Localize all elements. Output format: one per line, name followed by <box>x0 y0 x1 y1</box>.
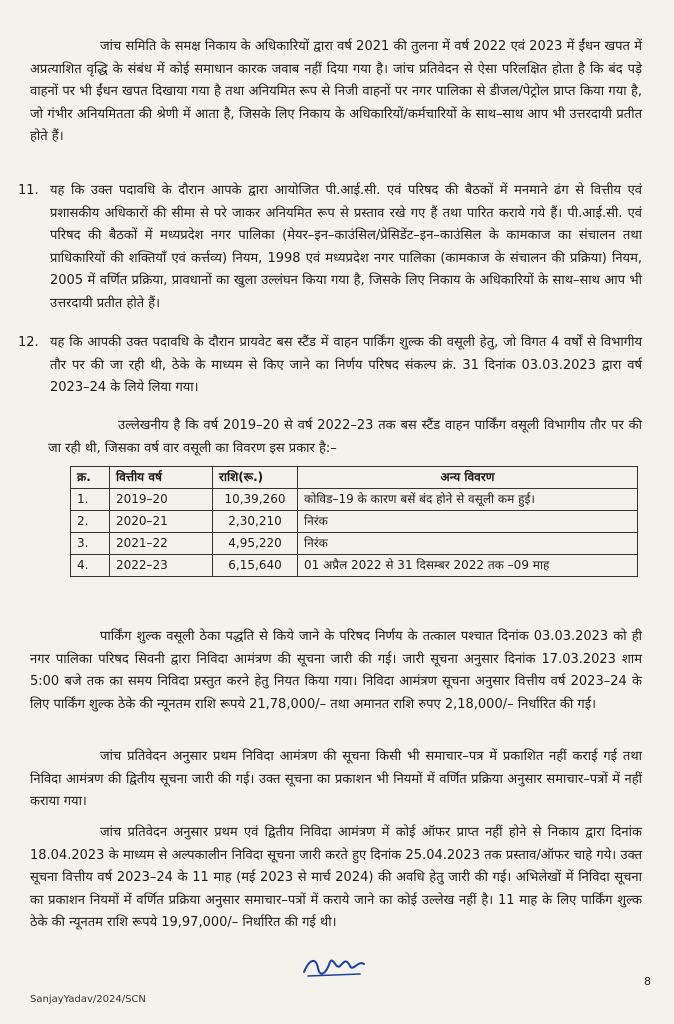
cell-remarks: निरंक <box>298 511 638 533</box>
cell-serial: 2. <box>71 511 110 533</box>
cell-amount: 2,30,210 <box>213 511 298 533</box>
cell-year: 2022–23 <box>110 555 213 577</box>
table-row <box>71 489 638 511</box>
table-row <box>71 533 638 555</box>
parking-collection-table <box>70 466 638 577</box>
document-reference: SanjayYadav/2024/SCN <box>30 994 146 1005</box>
cell-serial: 3. <box>71 533 110 555</box>
cell-amount: 10,39,260 <box>213 489 298 511</box>
item-text: यह कि उक्त पदावधि के दौरान आपके द्वारा आयोजित पी.आई.सी. एवं परिषद की बैठकों में मनमाने ढंग से वित्तीय एवं प्रशासकीय अधिकारों की सीमा से परे जाकर अनियमित रूप से प्रस्ताव रखे गए हैं तथा पारित कराये गये हैं। पी.आई.सी. एवं परिषद की बैठकों में मध्यप्रदेश नगर पालिका (मेयर–इन–काउंसिल/प्रेसिडेंट–इन–काउंसिल के कामकाज का संचालन तथा प्राधिकारियों की शक्तियाँ एवं कर्त्तव्य) नियम, 1998 एवं मध्यप्रदेश नगर पालिका (कामकाज के संचालन की प्रक्रिया) नियम, 2005 में वर्णित प्रक्रिया, प्रावधानों का खुला उल्लंघन किया गया है, जिसके लिए निकाय के अधिकारियों के साथ–साथ आप भी उत्तरदायी प्रतीत होते हैं। <box>50 183 642 311</box>
paragraph-inquiry-report-2: जांच प्रतिवेदन अनुसार प्रथम एवं द्वितीय निविदा आमंत्रण में कोई ऑफर प्राप्त नहीं होने से निकाय द्वारा दिनांक 18.04.2023 के माध्यम से अल्पकालीन निविदा सूचना जारी करते हुए दिनांक 25.04.2023 तक प्रस्ताव/ऑफर चाहे गये। उक्त सूचना वित्तीय वर्ष 2023–24 के 11 माह (मई 2023 से मार्च 2024) की अवधि हेतु जारी की गई। अभिलेखों में निविदा सूचना का प्रकाशन नियमों में वर्णित प्रक्रिया अनुसार समाचार–पत्रों में कराये जाने का कोई उल्लेख नहीं है। 11 माह के लिए पार्किंग शुल्क ठेके की न्यूनतम राशि रूपये 19,97,000/– निर्धारित की गई थी। <box>30 825 642 931</box>
paragraph-parking-tender: पार्किंग शुल्क वसूली ठेका पद्धति से किये जाने के परिषद निर्णय के तत्काल पश्चात दिनांक 03.03.2023 को ही नगर पालिका परिषद सिवनी द्वारा निविदा आमंत्रण की सूचना जारी की गई। जारी सूचना अनुसार दिनांक 17.03.2023 शाम 5:00 बजे तक का समय निविदा प्रस्तुत करने हेतु नियत किया गया। निविदा आमंत्रण सूचना अनुसार वित्तीय वर्ष 2023–24 के लिए पार्किंग शुल्क ठेके की न्यूनतम राशि रूपये 21,78,000/– तथा अमानत राशि रुपए 2,18,000/– निर्धारित की गई। <box>30 629 642 712</box>
item-number: 12. <box>18 335 39 350</box>
header-cell: क्र. <box>71 467 110 489</box>
paragraph-inquiry-report-1: जांच प्रतिवेदन अनुसार प्रथम निविदा आमंत्रण की सूचना किसी भी समाचार–पत्र में प्रकाशित नहीं कराई गई तथा निविदा आमंत्रण की द्वितीय सूचना जारी की गई। उक्त सूचना का प्रकाशन भी नियमों में वर्णित प्रक्रिया अनुसार समाचार–पत्रों में नहीं कराया गया। <box>30 749 642 810</box>
cell-remarks: 01 अप्रैल 2022 से 31 दिसम्बर 2022 तक –09 माह <box>298 555 638 577</box>
cell-year: 2019–20 <box>110 489 213 511</box>
item-text: यह कि आपकी उक्त पदावधि के दौरान प्रायवेट बस स्टैंड में वाहन पार्किंग शुल्क की वसूली हेतु, जो विगत 4 वर्षों से विभागीय तौर पर की जा रही थी, ठेके के माध्यम से किए जाने का निर्णय परिषद संकल्प क्रं. 31 दिनांक 03.03.2023 द्वारा वर्ष 2023–24 के लिये लिया गया। <box>50 335 642 396</box>
page-number: 8 <box>644 975 651 988</box>
list-item-12 <box>18 332 642 400</box>
paragraph-collection-note: उल्लेखनीय है कि वर्ष 2019–20 से वर्ष 2022–23 तक बस स्टैंड वाहन पार्किंग वसूली विभागीय तौर पर की जा रही थी, जिसका वर्ष वार वसूली का विवरण इस प्रकार है:– <box>48 418 642 456</box>
signature-image <box>300 952 370 980</box>
paragraph-fuel-consumption: जांच समिति के समक्ष निकाय के अधिकारियों द्वारा वर्ष 2021 की तुलना में वर्ष 2022 एवं 2023 में ईंधन खपत में अप्रत्याशित वृद्धि के संबंध में कोई समाधान कारक जवाब नहीं दिया गया है। जांच प्रतिवेदन से ऐसा परिलक्षित होता है कि बंद पड़े वाहनों पर भी ईंधन खपत दिखाया गया है तथा अनियमित रूप से निजी वाहनों पर नगर पालिका से डीजल/पेट्रोल प्राप्त किया गया है, जो गंभीर अनियमितता की श्रेणी में आता है, जिसके लिए निकाय के अधिकारियों/कर्मचारियों के साथ–साथ आप भी उत्तरदायी प्रतीत होते हैं। <box>30 39 642 145</box>
table-row <box>71 511 638 533</box>
cell-year: 2021–22 <box>110 533 213 555</box>
item-number: 11. <box>18 183 39 198</box>
cell-year: 2020–21 <box>110 511 213 533</box>
cell-remarks: कोविड–19 के कारण बसें बंद होने से वसूली कम हुई। <box>298 489 638 511</box>
header-cell: वित्तीय वर्ष <box>110 467 213 489</box>
cell-remarks: निरंक <box>298 533 638 555</box>
header-cell: अन्य विवरण <box>298 467 638 489</box>
cell-serial: 1. <box>71 489 110 511</box>
cell-amount: 6,15,640 <box>213 555 298 577</box>
table-header-row <box>71 467 638 489</box>
cell-serial: 4. <box>71 555 110 577</box>
cell-amount: 4,95,220 <box>213 533 298 555</box>
table-row <box>71 555 638 577</box>
list-item-11 <box>18 180 642 316</box>
header-cell: राशि(रू.) <box>213 467 298 489</box>
